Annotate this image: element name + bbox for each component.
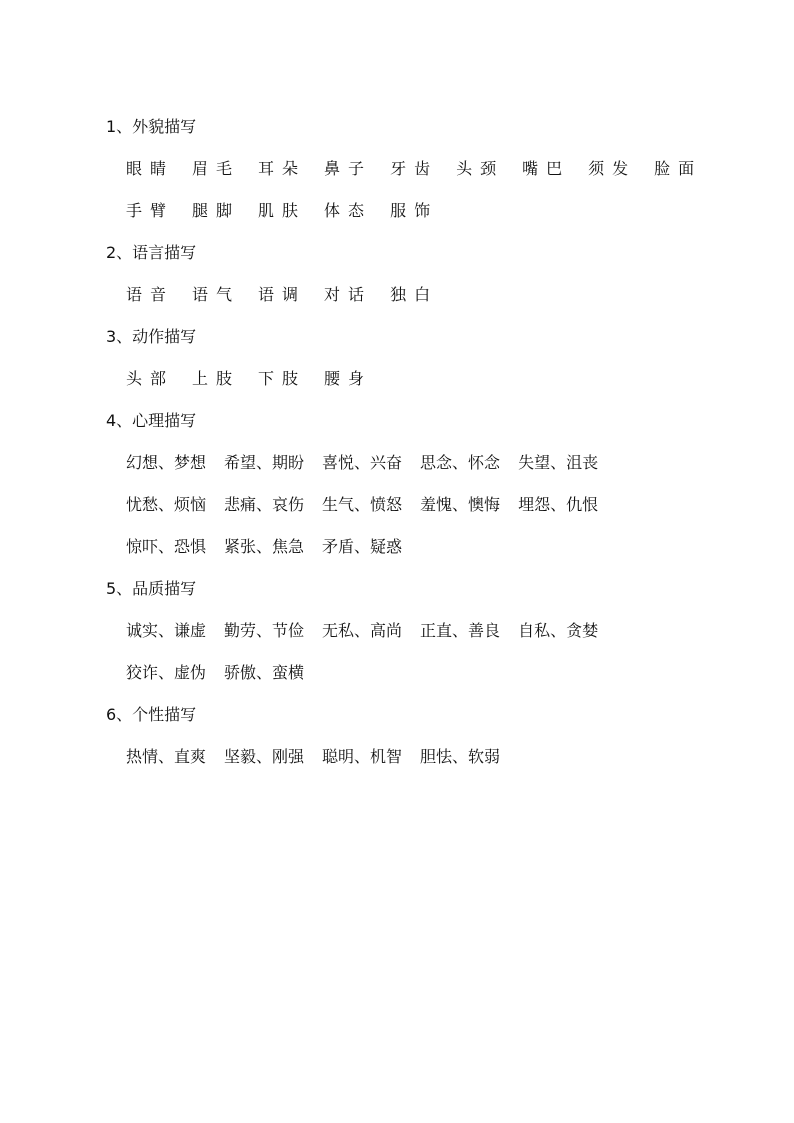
term: 腰身	[324, 369, 373, 388]
term: 骄傲、蛮横	[224, 663, 305, 682]
term: 思念、怀念	[420, 453, 501, 472]
term: 手臂	[126, 201, 175, 220]
term: 希望、期盼	[224, 453, 305, 472]
term: 对话	[324, 285, 373, 304]
term: 语音	[126, 285, 175, 304]
term: 须发	[588, 159, 637, 178]
term: 头颈	[456, 159, 505, 178]
term: 肌肤	[258, 201, 307, 220]
term: 服饰	[390, 201, 439, 220]
term: 无私、高尚	[322, 621, 403, 640]
term: 腿脚	[192, 201, 241, 220]
term: 头部	[126, 369, 175, 388]
term-line	[106, 492, 726, 518]
section-heading-character: 5、品质描写	[106, 579, 197, 598]
term: 埋怨、仇恨	[518, 495, 599, 514]
term: 眉毛	[192, 159, 241, 178]
term-line	[106, 660, 726, 686]
term: 忧愁、烦恼	[126, 495, 207, 514]
term: 勤劳、节俭	[224, 621, 305, 640]
term: 独白	[390, 285, 439, 304]
term: 上肢	[192, 369, 241, 388]
term: 热情、直爽	[126, 747, 207, 766]
section-heading-appearance: 1、外貌描写	[106, 117, 197, 136]
section-heading-language: 2、语言描写	[106, 243, 197, 262]
term: 聪明、机智	[322, 747, 403, 766]
term: 眼睛	[126, 159, 175, 178]
term: 悲痛、哀伤	[224, 495, 305, 514]
term: 诚实、谦虚	[126, 621, 207, 640]
section-heading-action: 3、动作描写	[106, 327, 197, 346]
term: 自私、贪婪	[518, 621, 599, 640]
term-line	[106, 534, 726, 560]
term: 胆怯、软弱	[420, 747, 501, 766]
term: 耳朵	[258, 159, 307, 178]
term: 幻想、梦想	[126, 453, 207, 472]
section-heading-psychology: 4、心理描写	[106, 411, 197, 430]
term: 体态	[324, 201, 373, 220]
term-line	[106, 744, 726, 770]
term: 喜悦、兴奋	[322, 453, 403, 472]
term: 脸面	[654, 159, 703, 178]
term-line	[106, 366, 726, 392]
document-content	[106, 114, 726, 786]
term: 紧张、焦急	[224, 537, 305, 556]
term-line	[106, 450, 726, 476]
section-heading-personality: 6、个性描写	[106, 705, 197, 724]
term: 羞愧、懊悔	[420, 495, 501, 514]
term: 牙齿	[390, 159, 439, 178]
term-line	[106, 618, 726, 644]
term: 下肢	[258, 369, 307, 388]
term: 惊吓、恐惧	[126, 537, 207, 556]
term: 鼻子	[324, 159, 373, 178]
term: 狡诈、虚伪	[126, 663, 207, 682]
term: 语调	[258, 285, 307, 304]
term: 生气、愤怒	[322, 495, 403, 514]
term: 语气	[192, 285, 241, 304]
term-line	[106, 198, 726, 224]
term-line	[106, 282, 726, 308]
term: 嘴巴	[522, 159, 571, 178]
term: 坚毅、刚强	[224, 747, 305, 766]
term: 失望、沮丧	[518, 453, 599, 472]
term: 正直、善良	[420, 621, 501, 640]
term: 矛盾、疑惑	[322, 537, 403, 556]
term-line	[106, 156, 726, 182]
